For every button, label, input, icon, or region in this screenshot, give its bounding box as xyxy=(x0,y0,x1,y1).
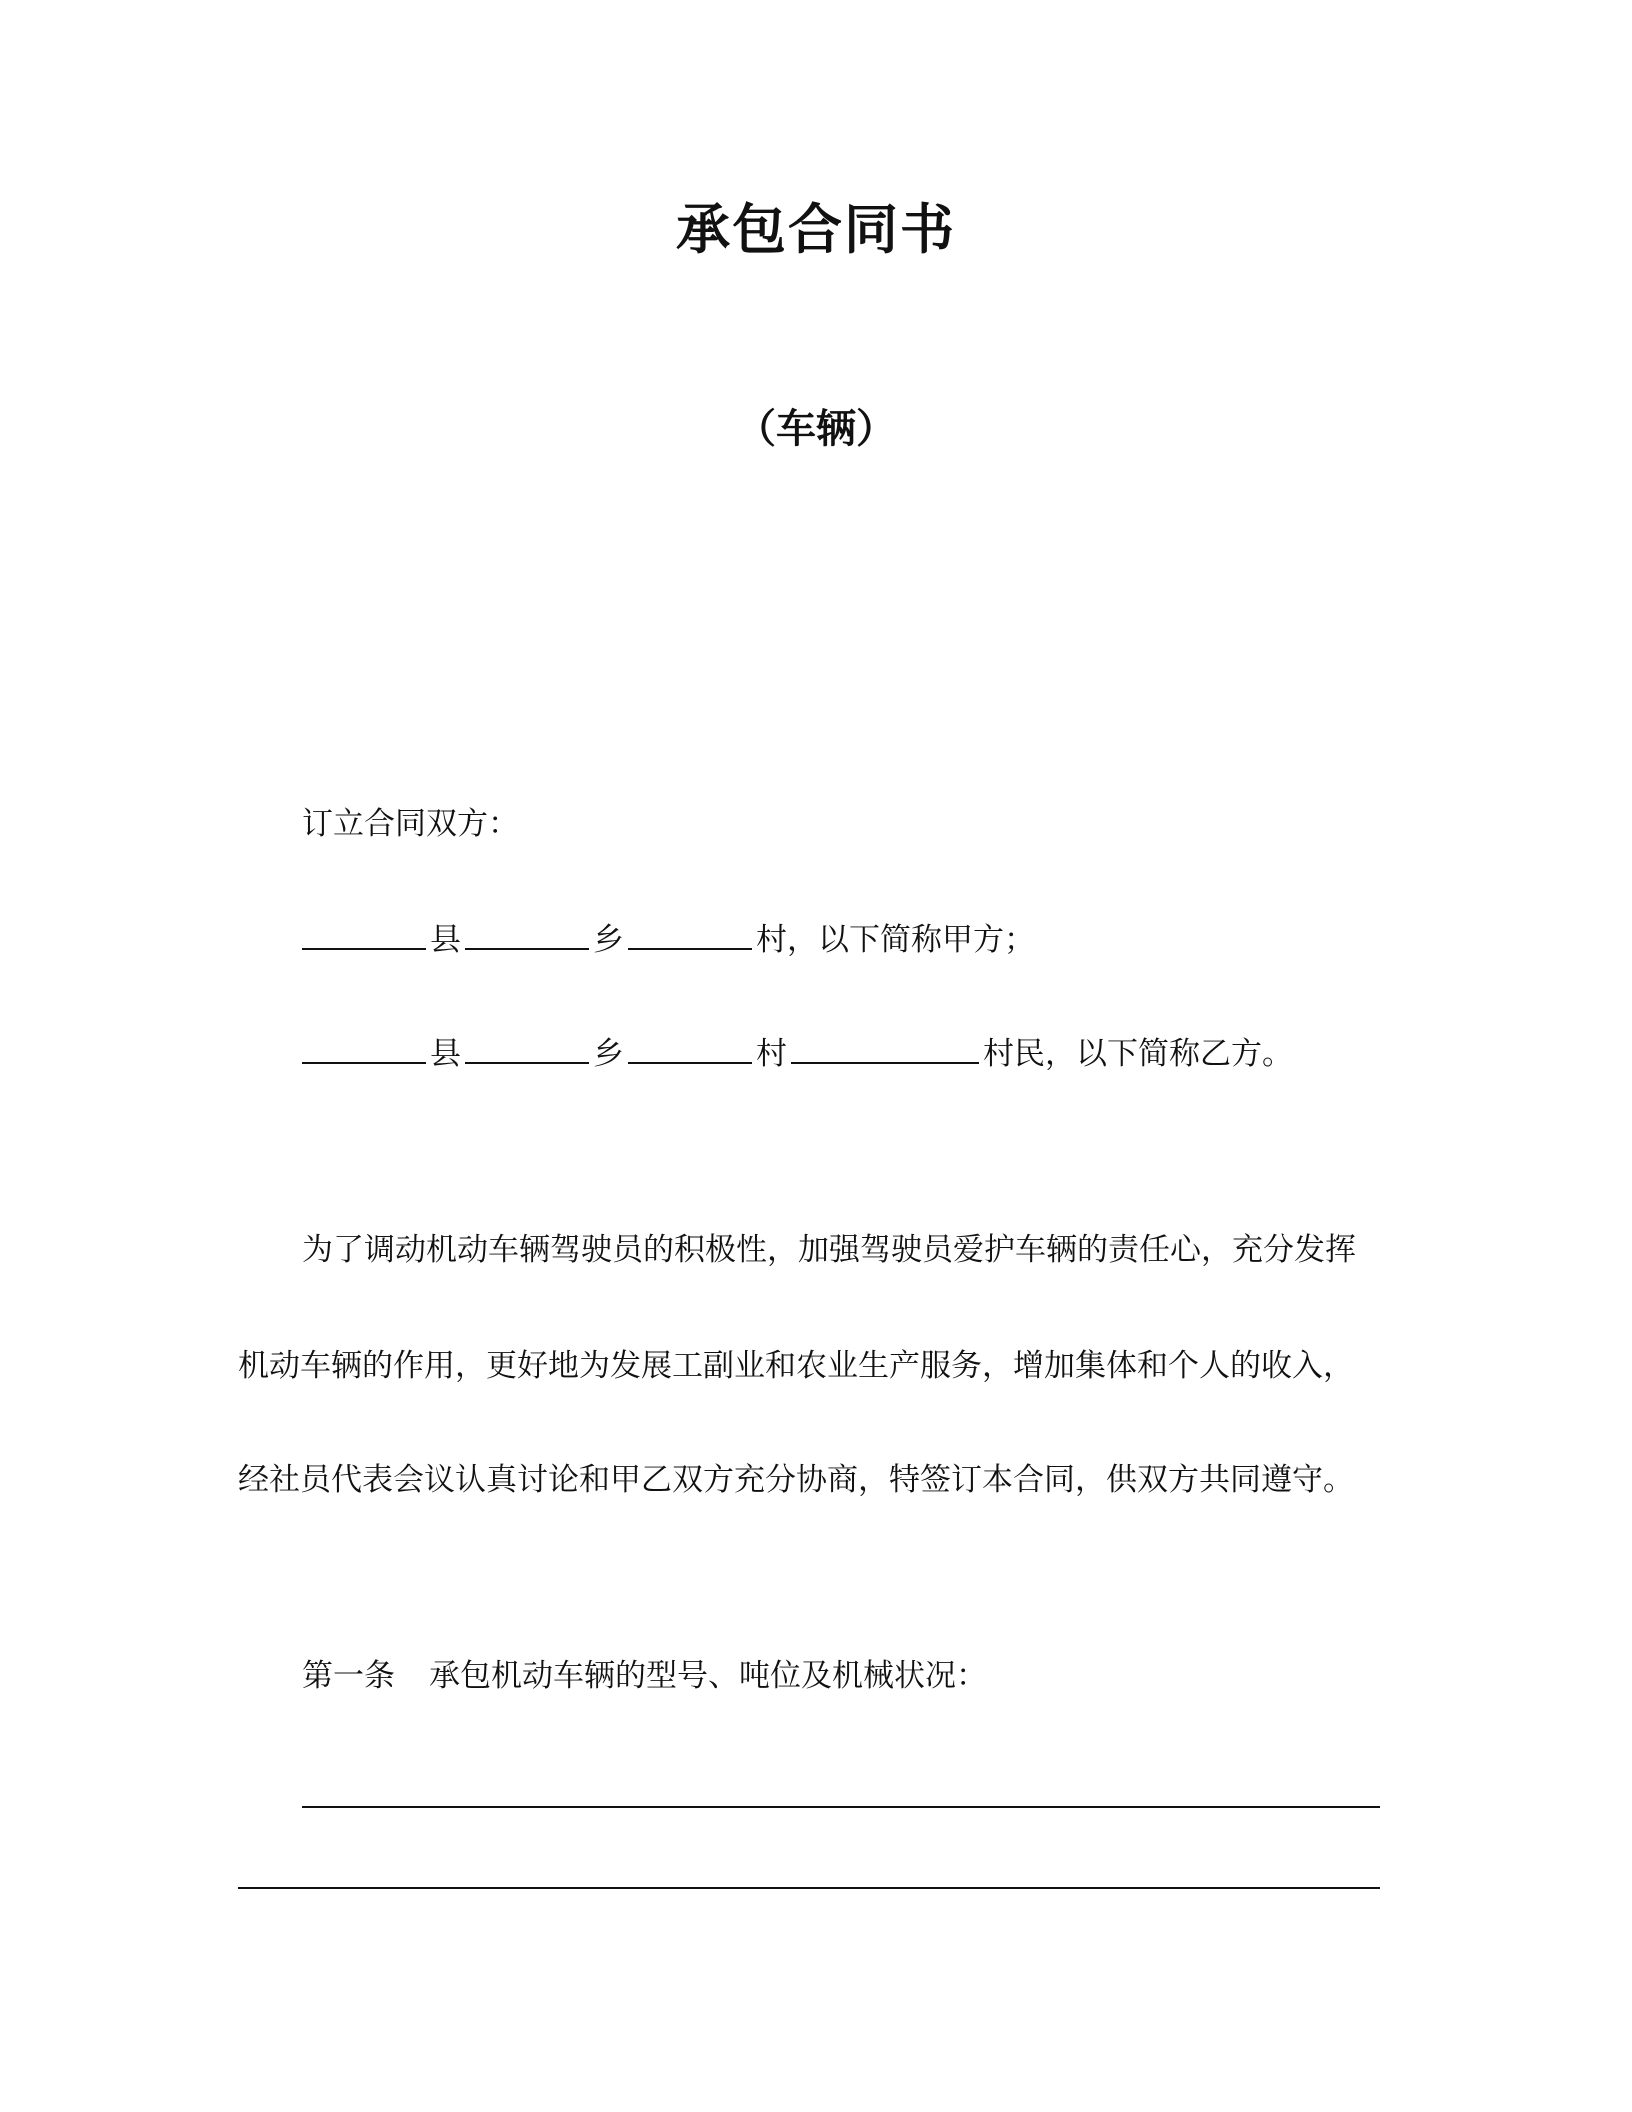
party-a-county-blank[interactable] xyxy=(302,918,426,950)
party-b-line xyxy=(302,1032,1293,1074)
party-b-villager-label: 村民，以下简称乙方。 xyxy=(983,1036,1293,1072)
party-a-township-label: 乡 xyxy=(593,922,624,958)
party-b-township-blank[interactable] xyxy=(465,1032,589,1064)
parties-heading: 订立合同双方： xyxy=(302,806,519,842)
party-b-county-blank[interactable] xyxy=(302,1032,426,1064)
party-b-village-blank[interactable] xyxy=(628,1032,752,1064)
preamble-line-1: 为了调动机动车辆驾驶员的积极性，加强驾驶员爱护车辆的责任心，充分发挥 xyxy=(302,1232,1356,1268)
article-1-text: 承包机动车辆的型号、吨位及机械状况： xyxy=(429,1658,987,1694)
party-a-line xyxy=(302,918,1035,960)
party-a-county-label: 县 xyxy=(430,922,461,958)
article-1-fill-line-2[interactable] xyxy=(238,1887,1380,1889)
article-1-number: 第一条 xyxy=(302,1658,395,1694)
party-b-township-label: 乡 xyxy=(593,1036,624,1072)
preamble-line-2: 机动车辆的作用，更好地为发展工副业和农业生产服务，增加集体和个人的收入， xyxy=(238,1348,1354,1384)
document-subtitle: （车辆） xyxy=(736,406,896,452)
article-1 xyxy=(302,1656,987,1696)
party-b-name-blank[interactable] xyxy=(791,1032,979,1064)
party-b-county-label: 县 xyxy=(430,1036,461,1072)
party-a-village-label: 村，以下简称甲方； xyxy=(756,922,1035,958)
preamble-line-3: 经社员代表会议认真讨论和甲乙双方充分协商，特签订本合同，供双方共同遵守。 xyxy=(238,1462,1354,1498)
document-title: 承包合同书 xyxy=(676,198,956,261)
article-1-fill-line-1[interactable] xyxy=(302,1806,1380,1808)
party-a-township-blank[interactable] xyxy=(465,918,589,950)
party-b-village-label: 村 xyxy=(756,1036,787,1072)
party-a-village-blank[interactable] xyxy=(628,918,752,950)
